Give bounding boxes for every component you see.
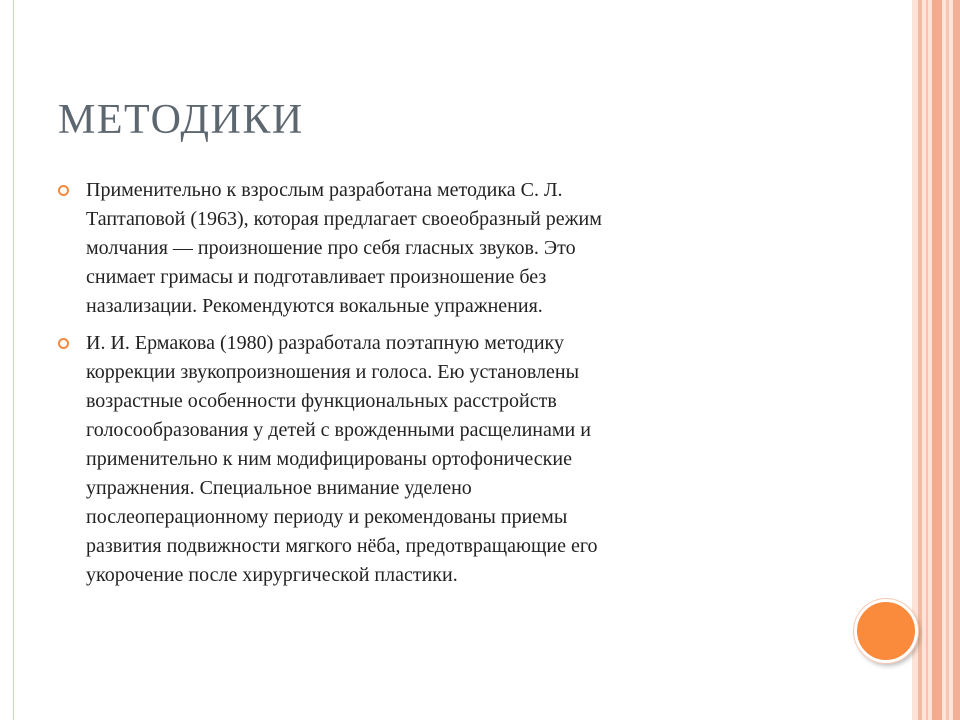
- slide-title: МЕТОДИКИ: [58, 97, 304, 143]
- bullet-text-line: возрастные особенности функциональных расстройств: [86, 390, 557, 412]
- decorative-circle-icon: [854, 599, 918, 663]
- decorative-stripe: [946, 0, 949, 720]
- bullet-text-line: развития подвижности мягкого нёба, предотвращающие его: [86, 535, 598, 557]
- bullet-text-line: Таптаповой (1963), которая предлагает своеобразный режим: [86, 208, 602, 230]
- bullet-text-line: коррекции звукопроизношения и голоса. Ею установлены: [86, 361, 580, 383]
- left-frame-border: [0, 0, 14, 720]
- bullet-text-line: применительно к ним модифицированы ортофонические: [86, 448, 572, 470]
- bullet-text-line: послеоперационному периоду и рекомендованы приемы: [86, 506, 568, 528]
- bullet-circle-icon: [58, 338, 69, 349]
- decorative-stripe: [918, 0, 922, 720]
- bullet-circle-icon: [58, 185, 69, 196]
- decorative-stripe: [953, 0, 960, 720]
- decorative-stripe: [926, 0, 928, 720]
- bullet-text-line: Применительно к взрослым разработана методика С. Л.: [86, 179, 563, 201]
- bullet-text-line: И. И. Ермакова (1980) разработала поэтапную методику: [86, 332, 564, 354]
- bullet-list: [58, 176, 778, 598]
- bullet-text-line: снимает гримасы и подготавливает произношение без: [86, 266, 547, 288]
- bullet-text-line: назализации. Рекомендуются вокальные упражнения.: [86, 295, 543, 317]
- decorative-stripe: [932, 0, 942, 720]
- bullet-item-2: [58, 329, 778, 590]
- bullet-text-line: укорочение после хирургической пластики.: [86, 564, 458, 586]
- bullet-text-line: упражнения. Специальное внимание уделено: [86, 477, 472, 499]
- bullet-text-line: голосообразования у детей с врожденными расщелинами и: [86, 419, 591, 441]
- bullet-text-line: молчания — произношение про себя гласных звуков. Это: [86, 237, 576, 259]
- bullet-item-1: [58, 176, 778, 321]
